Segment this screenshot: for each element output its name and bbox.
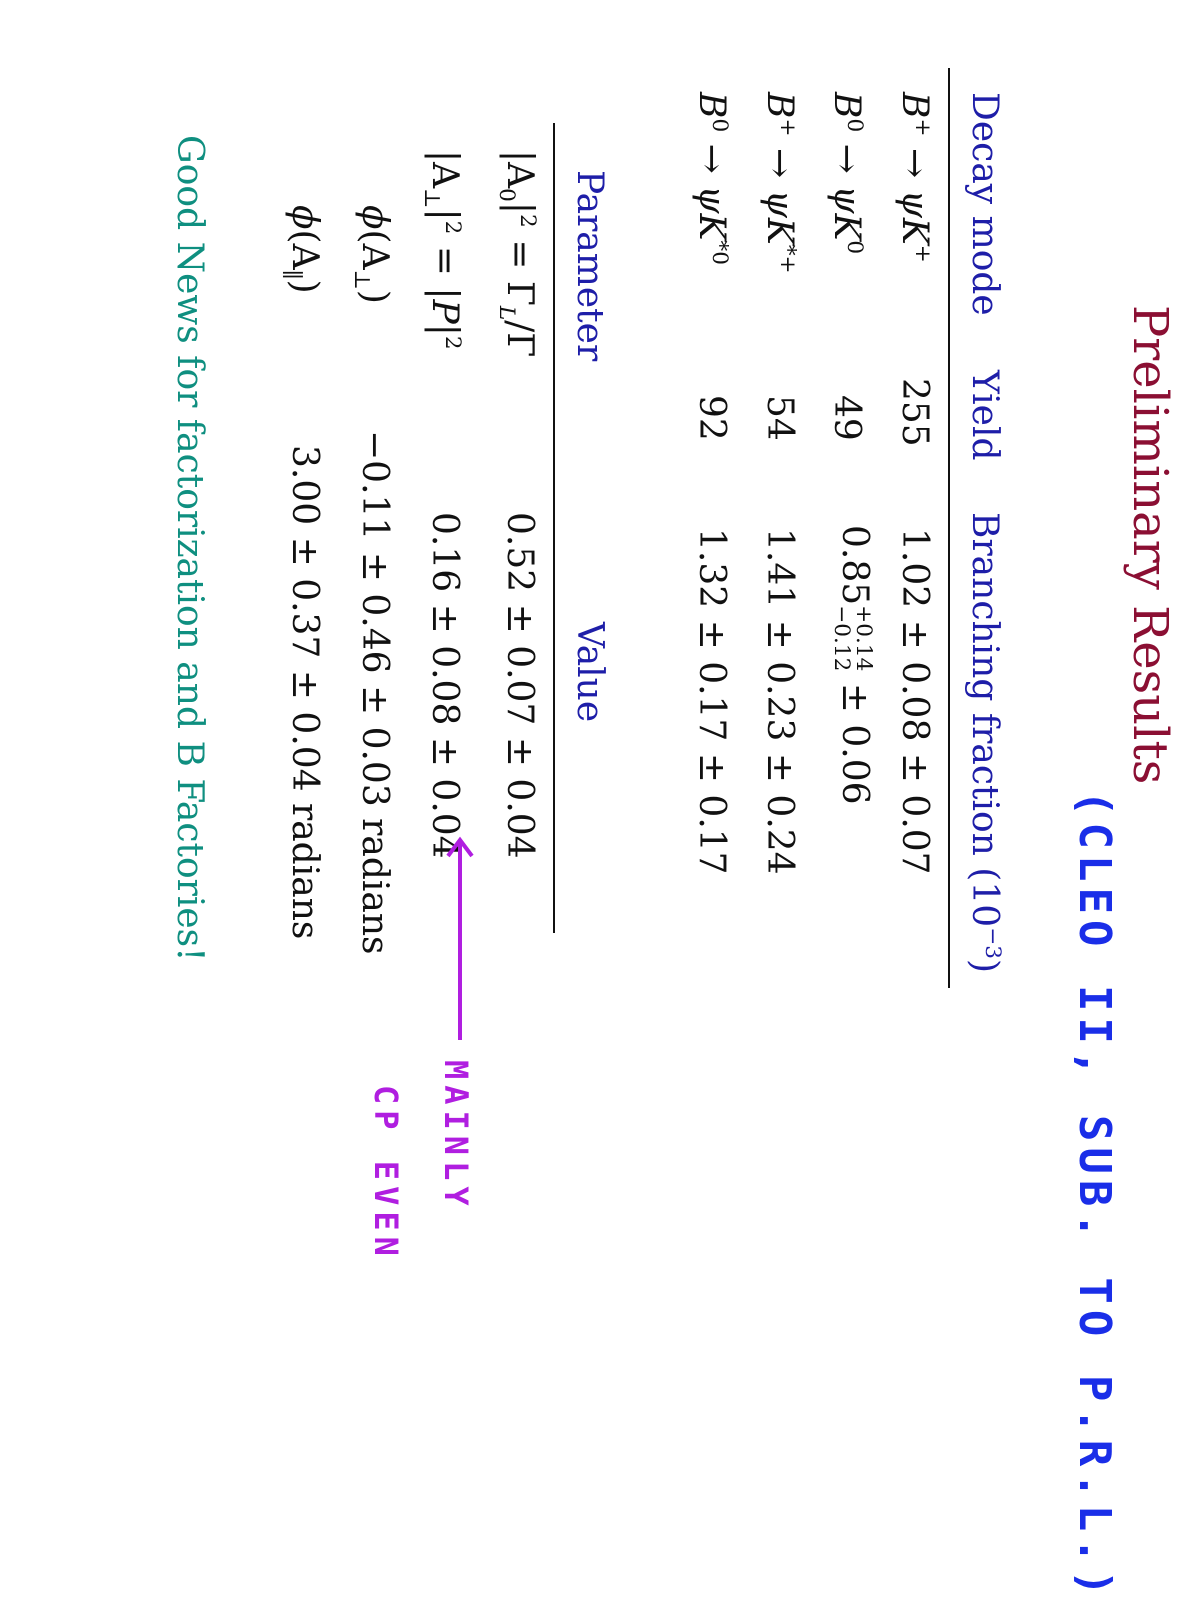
table2-col-value: Value xyxy=(569,622,610,723)
bf2-plus: +0.14 xyxy=(850,605,876,672)
table2-row-4-value: 3.00 ± 0.37 ± 0.04 radians xyxy=(284,445,325,940)
bf2-asym-error xyxy=(829,605,876,672)
table2-row-3-param: $\phi(A_\perp)$ xyxy=(348,205,395,304)
table1-col-yield: Yield xyxy=(964,370,1005,461)
annotation-mainly: MAINLY xyxy=(437,1060,475,1212)
table2-row-4-param: $\phi(A_\parallel)$ xyxy=(278,205,325,294)
table1-row-1-decay: B+ → ψK+ xyxy=(894,92,935,263)
table1-row-1-yield: 255 xyxy=(894,378,935,447)
table1-row-4-bf: 1.32 ± 0.17 ± 0.17 xyxy=(691,528,732,875)
table1-row-3-yield: 54 xyxy=(759,395,800,441)
bf2-base: 0.85 xyxy=(834,525,875,606)
arrow-annotation xyxy=(420,820,480,1050)
table2-row-2-value: 0.16 ± 0.08 ± 0.04 xyxy=(424,512,465,859)
table1-row-1-bf: 1.02 ± 0.08 ± 0.07 xyxy=(894,528,935,875)
handwritten-note: (CLEO II, SUB. TO P.R.L.) xyxy=(1069,790,1120,1602)
table1-row-2-bf xyxy=(830,525,875,805)
annotation-cp-even: CP EVEN xyxy=(367,1085,405,1262)
table2-col-parameter: Parameter xyxy=(569,170,610,362)
table2-row-1-param: $|A_0|^2 = \Gamma_L/\Gamma$ xyxy=(493,150,540,358)
table2-row-1-value: 0.52 ± 0.07 ± 0.04 xyxy=(499,512,540,859)
table1-rule xyxy=(948,68,950,988)
bf2-minus: −0.12 xyxy=(829,605,854,672)
footer-text: Good News for factorization and B Factories! xyxy=(169,135,210,962)
bf-exponent: −3 xyxy=(980,927,1005,959)
bf2-syst: ± 0.06 xyxy=(834,671,875,805)
table1-col-bf: Branching fraction $(10^{-3})$ xyxy=(964,512,1005,974)
table1-row-3-decay: B+ → ψK*+ xyxy=(759,92,800,274)
table1-col-decay: Decay mode xyxy=(964,92,1005,316)
table2-rule xyxy=(553,123,555,933)
table2-row-2-param: $|A_\perp|^2 = |P|^2$ xyxy=(418,150,465,350)
slide-title: Preliminary Results xyxy=(1122,305,1178,785)
table1-row-4-decay: $B^0 \to \psi K^{*0}$ xyxy=(691,92,732,265)
table1-row-2-decay: $B^0 \to \psi K^0$ xyxy=(826,92,867,255)
bf-label: Branching fraction xyxy=(964,512,1005,856)
table2-row-3-value: −0.11 ± 0.46 ± 0.03 radians xyxy=(354,430,395,955)
table1-row-4-yield: 92 xyxy=(691,395,732,441)
table1-row-3-bf: 1.41 ± 0.23 ± 0.24 xyxy=(759,528,800,875)
table1-row-2-yield: 49 xyxy=(826,395,867,441)
